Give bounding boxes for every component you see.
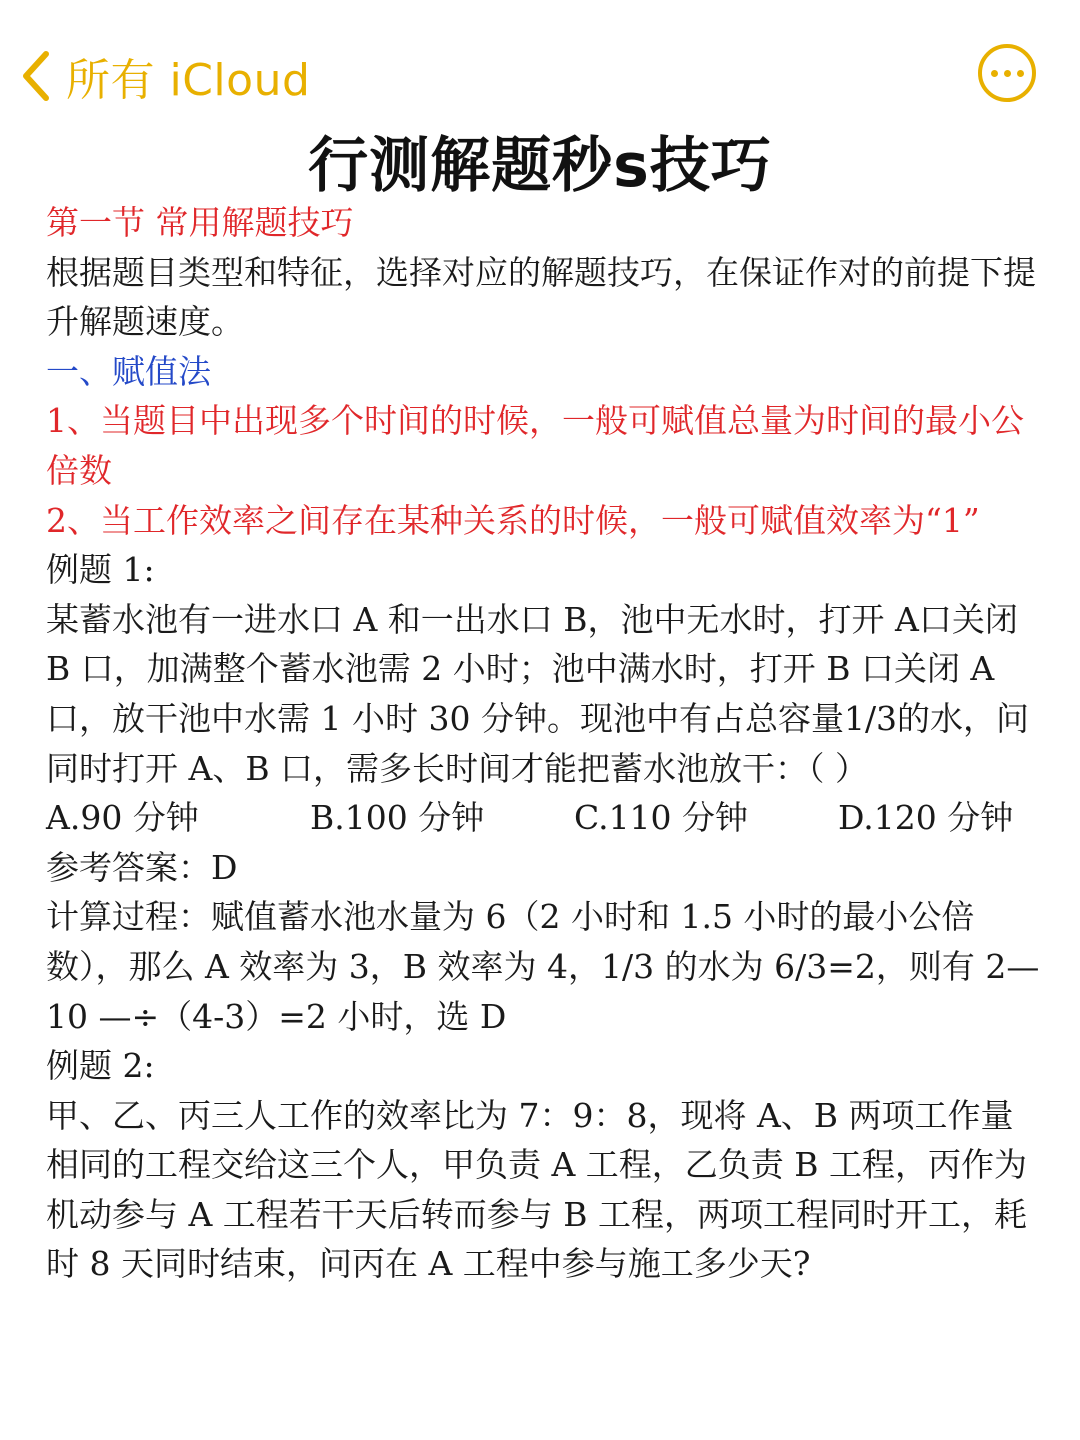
more-icon-dot [1004, 70, 1011, 77]
option-a: A.90 分钟 [46, 798, 199, 838]
example-2-text: 甲、乙、丙三人工作的效率比为 7：9：8，现将 A、B 两项工作量相同的工程交给这三个人，甲负责 A 工程，乙负责 B 工程，丙作为机动参与 A 工程若干天后转而参与 B 工程，两项工程同时开工，耗时 8 天同时结束，问丙在 A 工程中参与施工多少天? [46, 1095, 1028, 1284]
rule-2: 2、当工作效率之间存在某种关系的时候，一般可赋值效率为“1” [46, 500, 980, 540]
option-b: B.100 分钟 [310, 798, 485, 838]
intro-paragraph: 根据题目类型和特征，选择对应的解题技巧，在保证作对的前提下提升解题速度。 [46, 252, 1036, 342]
rule-1: 1、当题目中出现多个时间的时候，一般可赋值总量为时间的最小公倍数 [46, 401, 1024, 490]
more-options-button[interactable] [978, 44, 1036, 102]
note-body[interactable] [46, 198, 1046, 1289]
example-1-label: 例题 1: [46, 550, 155, 590]
section-heading: 第一节 常用解题技巧 [46, 203, 354, 242]
method-heading: 一、赋值法 [46, 351, 211, 391]
example-2-label: 例题 2: [46, 1046, 155, 1086]
more-icon-dot [991, 70, 998, 77]
chevron-left-icon [18, 48, 52, 104]
more-icon-dot [1017, 70, 1024, 77]
back-button[interactable] [18, 44, 310, 108]
back-button-label: 所有 iCloud [66, 55, 311, 106]
reference-answer: 参考答案：D [46, 847, 238, 887]
answer-options [46, 793, 1046, 843]
option-d: D.120 分钟 [838, 798, 1014, 838]
navigation-bar [0, 0, 1080, 130]
solution-paragraph: 计算过程：赋值蓄水池水量为 6（2 小时和 1.5 小时的最小公倍数），那么 A 效率为 3，B 效率为 4，1/3 的水为 6/3=2，则有 2— 10 —÷（4-3）=2 小时，选 D [46, 897, 1040, 1036]
example-1-text: 某蓄水池有一进水口 A 和一出水口 B，池中无水时，打开 A口关闭 B 口，加满整个蓄水池需 2 小时；池中满水时，打开 B 口关闭 A 口，放干池中水需 1 小时 30 分钟。现池中有占总容量1/3的水，问同时打开 A、B 口，需多长时间才能把蓄水池放干：（ ） [46, 599, 1030, 788]
note-title: 行测解题秒s技巧 [308, 131, 772, 201]
option-c: C.110 分钟 [574, 798, 749, 838]
